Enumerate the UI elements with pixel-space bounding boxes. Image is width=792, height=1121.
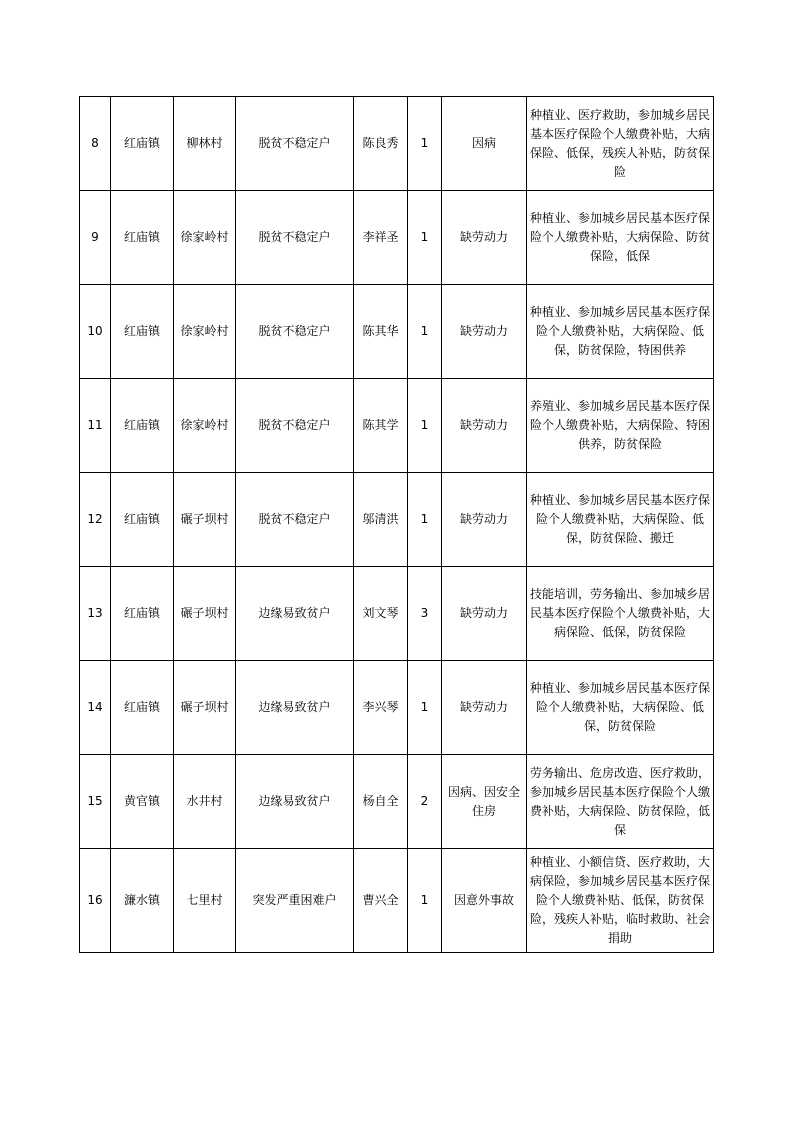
table-row [80, 473, 714, 567]
measures-cell: 种植业、小额信贷、医疗救助，大病保险，参加城乡居民基本医疗保险个人缴费补贴、低保，防贫保险，残疾人补贴，临时救助、社会捐助 [527, 849, 714, 953]
member-count-cell: 1 [408, 473, 442, 567]
village-cell: 七里村 [174, 849, 236, 953]
town-cell: 黄官镇 [111, 755, 174, 849]
member-count-cell: 1 [408, 661, 442, 755]
town-cell: 濂水镇 [111, 849, 174, 953]
household-type-cell: 脱贫不稳定户 [236, 285, 354, 379]
town-cell: 红庙镇 [111, 191, 174, 285]
table-row [80, 97, 714, 191]
member-count-cell: 3 [408, 567, 442, 661]
row-number: 11 [80, 379, 111, 473]
row-number: 10 [80, 285, 111, 379]
town-cell: 红庙镇 [111, 661, 174, 755]
name-cell: 曹兴全 [354, 849, 408, 953]
table-row [80, 755, 714, 849]
row-number: 15 [80, 755, 111, 849]
table-row [80, 567, 714, 661]
member-count-cell: 1 [408, 97, 442, 191]
town-cell: 红庙镇 [111, 285, 174, 379]
row-number: 13 [80, 567, 111, 661]
household-type-cell: 脱贫不稳定户 [236, 97, 354, 191]
measures-cell: 劳务输出、危房改造、医疗救助，参加城乡居民基本医疗保险个人缴费补贴，大病保险、防贫保险，低保 [527, 755, 714, 849]
household-type-cell: 边缘易致贫户 [236, 661, 354, 755]
cause-cell: 缺劳动力 [442, 379, 527, 473]
town-cell: 红庙镇 [111, 97, 174, 191]
village-cell: 徐家岭村 [174, 285, 236, 379]
cause-cell: 缺劳动力 [442, 191, 527, 285]
village-cell: 水井村 [174, 755, 236, 849]
town-cell: 红庙镇 [111, 567, 174, 661]
household-type-cell: 边缘易致贫户 [236, 755, 354, 849]
cause-cell: 缺劳动力 [442, 473, 527, 567]
measures-cell: 种植业、参加城乡居民基本医疗保险个人缴费补贴，大病保险、低保，防贫保险、搬迁 [527, 473, 714, 567]
measures-cell: 种植业、参加城乡居民基本医疗保险个人缴费补贴，大病保险、低保，防贫保险 [527, 661, 714, 755]
table-row [80, 661, 714, 755]
household-type-cell: 脱贫不稳定户 [236, 473, 354, 567]
row-number: 16 [80, 849, 111, 953]
name-cell: 刘文琴 [354, 567, 408, 661]
measures-cell: 种植业、参加城乡居民基本医疗保险个人缴费补贴，大病保险、防贫保险，低保 [527, 191, 714, 285]
cause-cell: 因意外事故 [442, 849, 527, 953]
table-row [80, 285, 714, 379]
name-cell: 邬清洪 [354, 473, 408, 567]
cause-cell: 缺劳动力 [442, 661, 527, 755]
household-table [79, 96, 714, 953]
name-cell: 陈其华 [354, 285, 408, 379]
household-type-cell: 边缘易致贫户 [236, 567, 354, 661]
name-cell: 李兴琴 [354, 661, 408, 755]
cause-cell: 缺劳动力 [442, 567, 527, 661]
measures-cell: 种植业、医疗救助，参加城乡居民基本医疗保险个人缴费补贴，大病保险、低保，残疾人补贴，防贫保险 [527, 97, 714, 191]
member-count-cell: 1 [408, 285, 442, 379]
row-number: 14 [80, 661, 111, 755]
member-count-cell: 2 [408, 755, 442, 849]
member-count-cell: 1 [408, 379, 442, 473]
measures-cell: 养殖业、参加城乡居民基本医疗保险个人缴费补贴，大病保险、特困供养，防贫保险 [527, 379, 714, 473]
name-cell: 李祥圣 [354, 191, 408, 285]
name-cell: 陈良秀 [354, 97, 408, 191]
household-type-cell: 脱贫不稳定户 [236, 379, 354, 473]
name-cell: 杨自全 [354, 755, 408, 849]
village-cell: 碾子坝村 [174, 473, 236, 567]
village-cell: 碾子坝村 [174, 661, 236, 755]
row-number: 9 [80, 191, 111, 285]
cause-cell: 缺劳动力 [442, 285, 527, 379]
name-cell: 陈其学 [354, 379, 408, 473]
village-cell: 碾子坝村 [174, 567, 236, 661]
measures-cell: 种植业、参加城乡居民基本医疗保险个人缴费补贴，大病保险、低保，防贫保险，特困供养 [527, 285, 714, 379]
member-count-cell: 1 [408, 191, 442, 285]
cause-cell: 因病 [442, 97, 527, 191]
town-cell: 红庙镇 [111, 473, 174, 567]
row-number: 12 [80, 473, 111, 567]
table-row [80, 191, 714, 285]
row-number: 8 [80, 97, 111, 191]
village-cell: 徐家岭村 [174, 191, 236, 285]
village-cell: 柳林村 [174, 97, 236, 191]
table-row [80, 849, 714, 953]
town-cell: 红庙镇 [111, 379, 174, 473]
table-row [80, 379, 714, 473]
cause-cell: 因病、因安全住房 [442, 755, 527, 849]
household-type-cell: 脱贫不稳定户 [236, 191, 354, 285]
household-type-cell: 突发严重困难户 [236, 849, 354, 953]
measures-cell: 技能培训，劳务输出、参加城乡居民基本医疗保险个人缴费补贴，大病保险、低保，防贫保险 [527, 567, 714, 661]
village-cell: 徐家岭村 [174, 379, 236, 473]
member-count-cell: 1 [408, 849, 442, 953]
